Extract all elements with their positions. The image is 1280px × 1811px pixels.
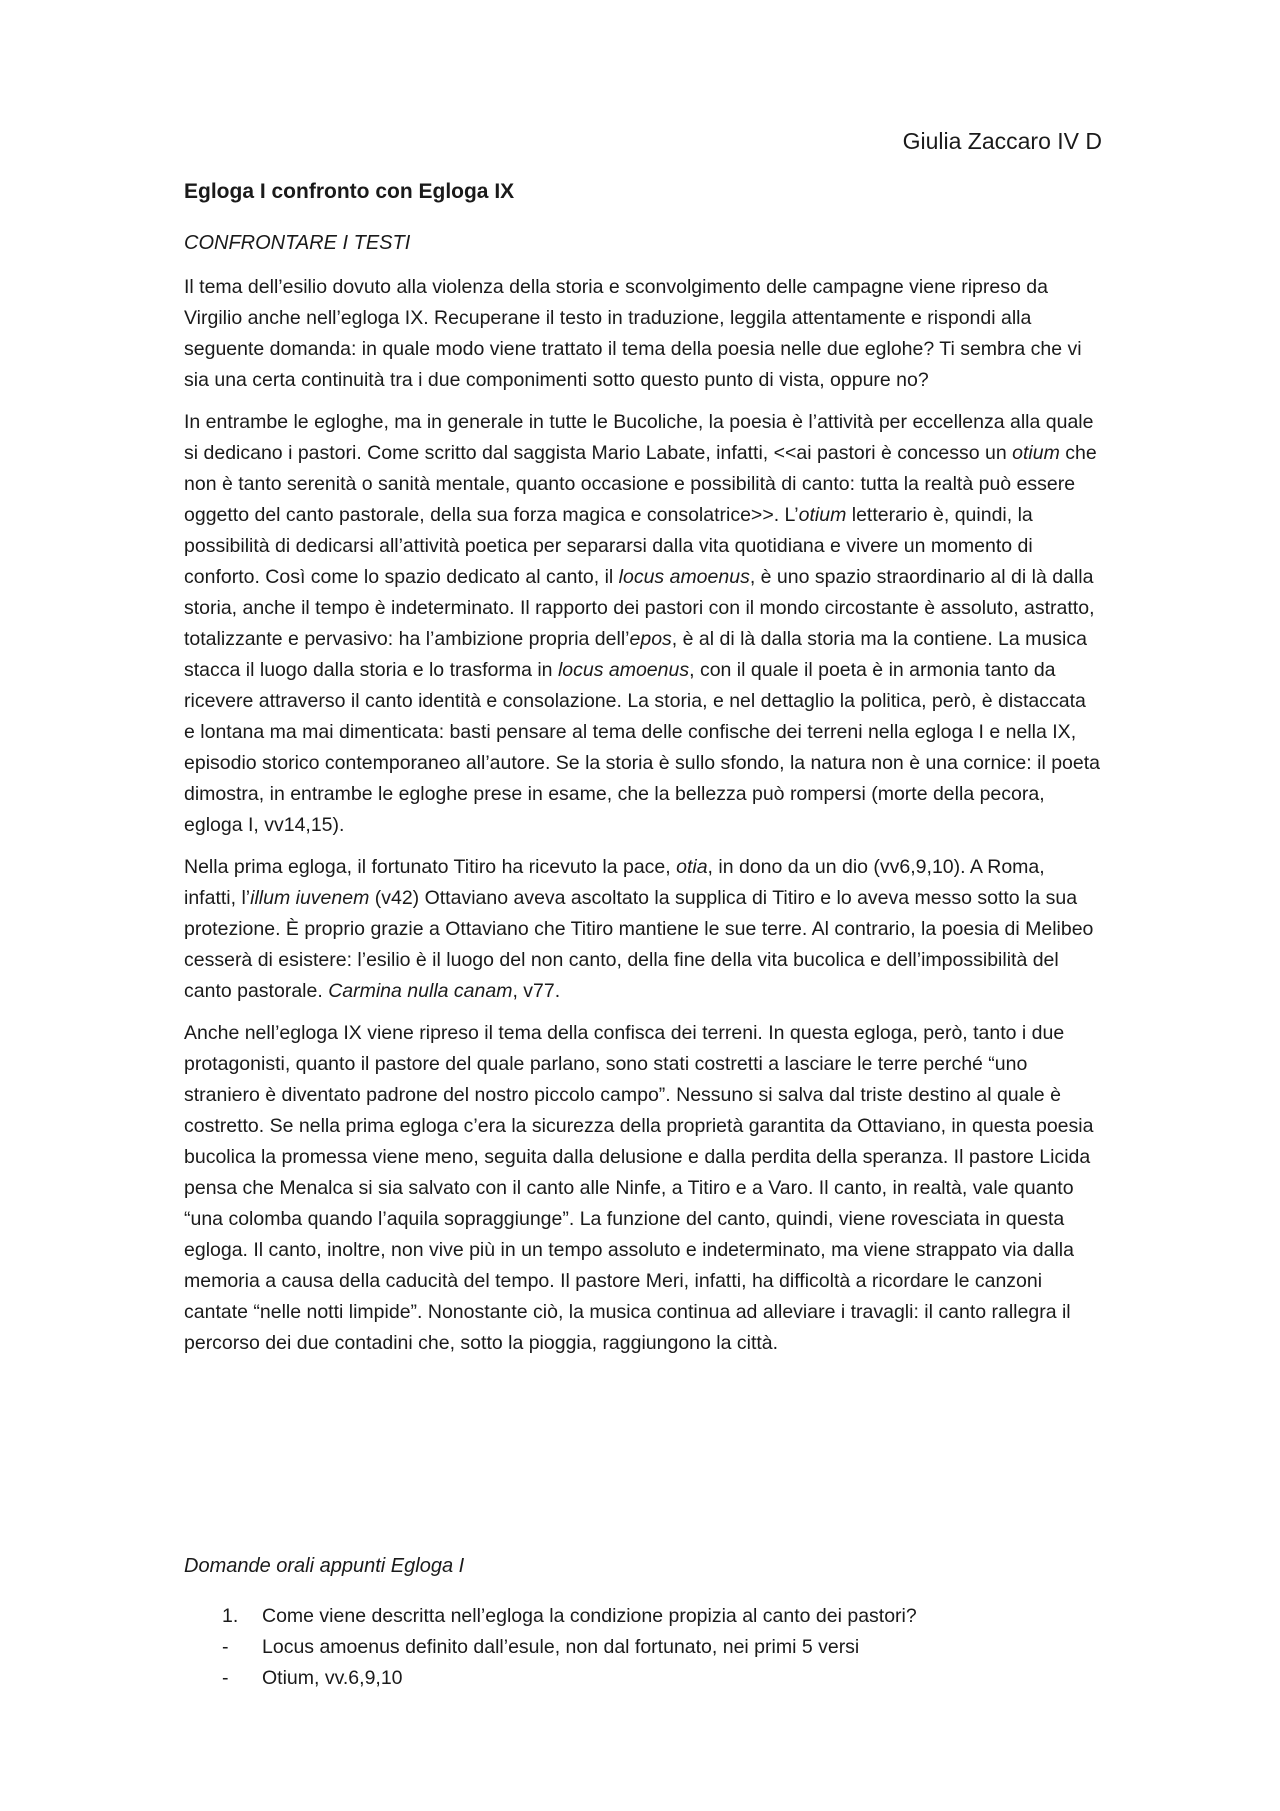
- paragraph-first-eclogue: [184, 852, 1102, 1007]
- questions-title: Domande orali appunti Egloga I: [184, 1555, 465, 1577]
- paragraph-ninth-eclogue: [184, 1018, 1102, 1359]
- document-page: [184, 0, 1102, 1811]
- latin-term: locus amoenus: [557, 659, 690, 681]
- text-run: , con il quale il poeta è in armonia tanto da ricevere attraverso il canto identità e consolazione. La storia, e nel dettaglio la politica, però, è distaccata e lontana ma mai dimenticata: basti pensare al tema delle confische dei terreni nella egloga I e nella IX, episodio storico contemporaneo all’autore. Se la storia è sullo sfondo, la natura non è una cornice: il poeta dimostra, in entrambe le egloghe prese in esame, che la bellezza può rompersi (morte della pecora, egloga I, vv14,15).: [184, 659, 1100, 836]
- document-title: Egloga I confronto con Egloga IX: [184, 180, 515, 203]
- questions-list: [222, 1601, 1102, 1694]
- text-run: In entrambe le egloghe, ma in generale in tutte le Bucoliche, la poesia è l’attività per eccellenza alla quale si dedicano i pastori. Come scritto dal saggista Mario Labate, infatti, <<ai pastori è concesso un: [184, 411, 1094, 464]
- question-item: [222, 1601, 1102, 1632]
- text-run: , è uno spazio straordinario al di là dalla storia, anche il tempo è indeterminato. Il rapporto dei pastori con il mondo circostante è assoluto, astratto, totalizzante e pervasivo: ha l’ambizione propria dell’: [184, 566, 1095, 650]
- latin-term: otia: [676, 856, 708, 878]
- text-run: , in dono da un dio (vv6,9,10). A Roma, infatti, l’: [184, 856, 1045, 909]
- latin-term: otium: [798, 504, 847, 526]
- text-run: Il tema dell’esilio dovuto alla violenza della storia e sconvolgimento delle campagne viene ripreso da Virgilio anche nell’egloga IX. Recuperane il testo in traduzione, leggila attentamente e rispondi alla seguente domanda: in quale modo viene trattato il tema della poesia nelle due eglohe? Ti sembra che vi sia una certa continuità tra i due componimenti sotto questo punto di vista, oppure no?: [184, 276, 1082, 391]
- list-marker: -: [222, 1636, 229, 1658]
- text-run: Nella prima egloga, il fortunato Titiro ha ricevuto la pace,: [184, 856, 677, 878]
- text-run: , è al di là dalla storia ma la contiene. La musica stacca il luogo dalla storia e lo trasforma in: [184, 628, 1087, 681]
- text-run: Anche nell’egloga IX viene ripreso il tema della confisca dei terreni. In questa egloga, però, tanto i due protagonisti, quanto il pastore del quale parlano, sono stati costretti a lasciare le terre perché “uno straniero è diventato padrone del nostro piccolo campo”. Nessuno si salva dal triste destino al quale è costretto. Se nella prima egloga c’era la sicurezza della proprietà garantita da Ottaviano, in questa poesia bucolica la promessa viene meno, seguita dalla delusione e dalla perdita della speranza. Il pastore Licida pensa che Menalca si sia salvato con il canto alle Ninfe, a Titiro e a Varo. Il canto, in realtà, vale quanto “una colomba quando l’aquila sopraggiunge”. La funzione del canto, quindi, viene rovesciata in questa egloga. Il canto, inoltre, non vive più in un tempo assoluto e indeterminato, ma viene strappato via dalla memoria a causa della caducità del tempo. Il pastore Meri, infatti, ha difficoltà a ricordare le canzoni cantate “nelle notti limpide”. Nonostante ciò, la musica continua ad alleviare i travagli: il canto rallegra il percorso dei due contadini che, sotto la pioggia, raggiungono la città.: [184, 1022, 1094, 1354]
- text-run: (v42) Ottaviano aveva ascoltato la supplica di Titiro e lo aveva messo sotto la sua protezione. È proprio grazie a Ottaviano che Titiro mantiene le sue terre. Al contrario, la poesia di Melibeo cesserà di esistere: l’esilio è il luogo del non canto, della fine della vita bucolica e dell’impossibilità del canto pastorale.: [184, 887, 1094, 1002]
- list-marker: -: [222, 1667, 229, 1689]
- note-text: Otium, vv.6,9,10: [262, 1667, 403, 1689]
- note-item: [222, 1663, 1102, 1694]
- latin-term: epos: [629, 628, 672, 650]
- paragraph-analysis: [184, 407, 1102, 841]
- text-run: letterario è, quindi, la possibilità di dedicarsi all’attività poetica per separarsi dalla vita quotidiana e vivere un momento di conforto. Così come lo spazio dedicato al canto, il: [184, 504, 1033, 588]
- text-run: che non è tanto serenità o sanità mentale, quanto occasione e possibilità di canto: tutta la realtà può essere oggetto del canto pastorale, della sua forza magica e consolatrice>>. L’: [184, 442, 1097, 526]
- note-item: [222, 1632, 1102, 1663]
- latin-term: otium: [1012, 442, 1060, 464]
- latin-term: Carmina nulla canam: [328, 980, 513, 1002]
- latin-term: locus amoenus: [618, 566, 750, 588]
- author-name: Giulia Zaccaro IV D: [902, 128, 1102, 154]
- latin-term: illum iuvenem: [250, 887, 370, 909]
- question-text: Come viene descritta nell’egloga la condizione propizia al canto dei pastori?: [262, 1605, 917, 1627]
- note-text: Locus amoenus definito dall’esule, non dal fortunato, nei primi 5 versi: [262, 1636, 860, 1658]
- paragraph-prompt: [184, 272, 1102, 396]
- document-body: [184, 272, 1102, 1370]
- document-subtitle: CONFRONTARE I TESTI: [184, 232, 411, 254]
- list-marker: 1.: [222, 1605, 239, 1627]
- text-run: , v77.: [512, 980, 561, 1002]
